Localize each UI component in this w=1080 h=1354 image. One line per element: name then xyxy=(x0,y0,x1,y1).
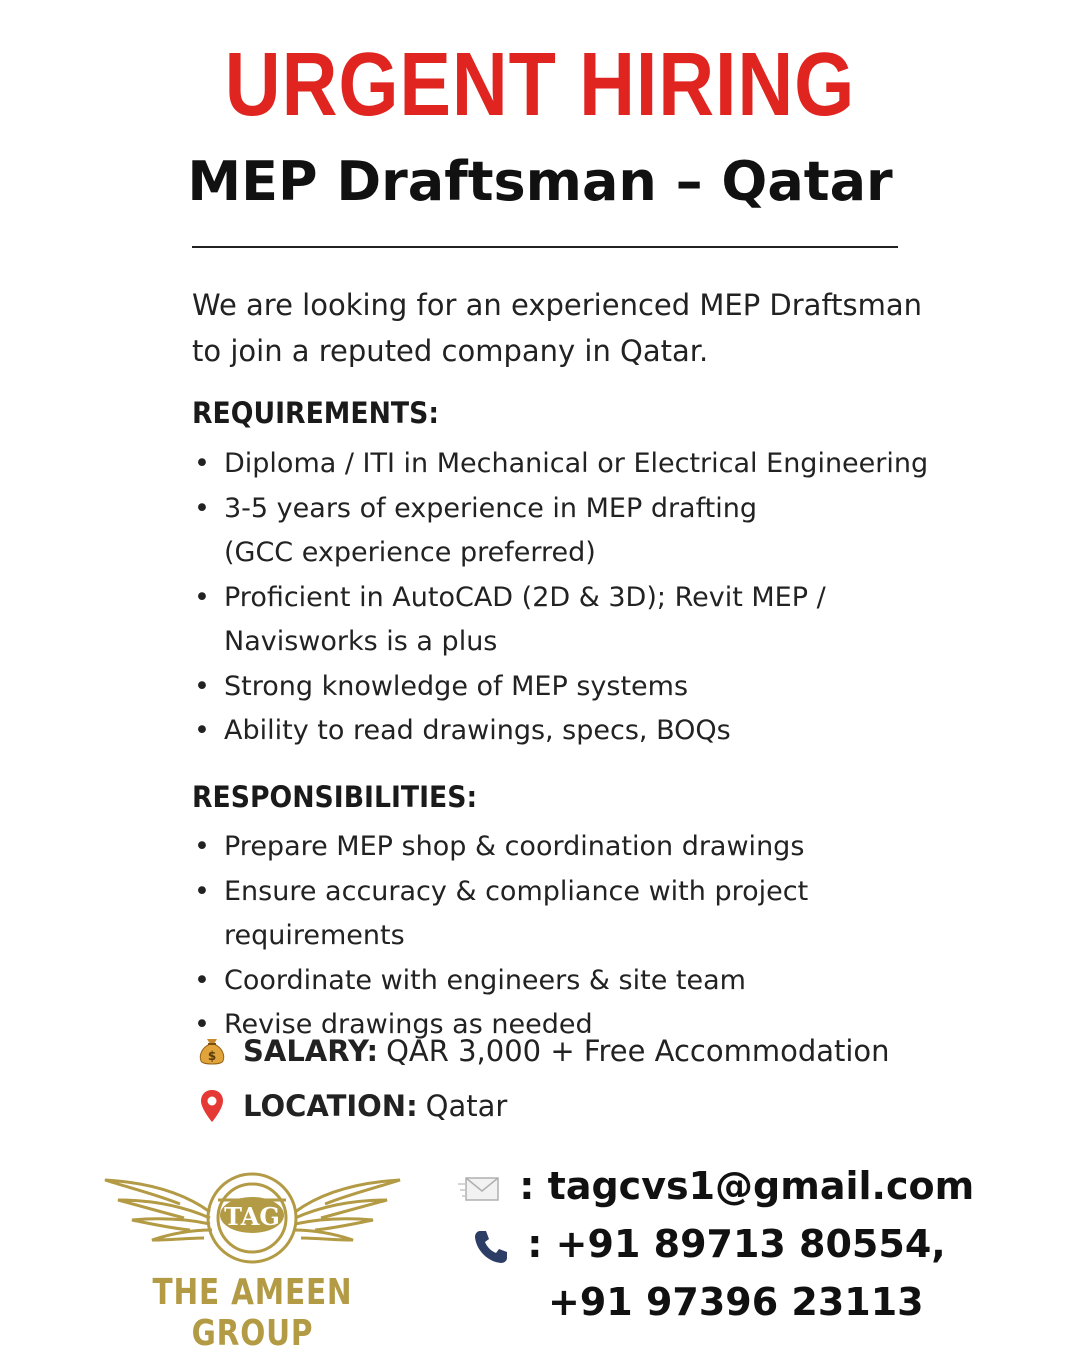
list-item-text: • 3-5 years of experience in MEP drafting xyxy=(224,492,757,524)
intro-line: We are looking for an experienced MEP Draftsman xyxy=(192,288,923,322)
list-item-text: • Revise drawings as needed xyxy=(224,1009,593,1040)
list-item-text: • Strong knowledge of MEP systems xyxy=(224,670,689,702)
headline: URGENT HIRING xyxy=(224,35,856,135)
list-item xyxy=(192,870,992,959)
responsibilities-title: RESPONSIBILITIES: xyxy=(192,780,478,814)
list-item xyxy=(192,442,992,487)
email-address[interactable]: tagcvs1@gmail.com xyxy=(547,1164,975,1208)
logo-emblem-text: TAG xyxy=(224,1202,280,1231)
list-item-text: • Proficient in AutoCAD (2D & 3D); Revit MEP / xyxy=(224,581,826,613)
list-item-text: Navisworks is a plus xyxy=(224,626,498,657)
divider xyxy=(192,246,898,248)
phone-line xyxy=(472,1222,946,1266)
email-line xyxy=(458,1164,974,1208)
list-item-text: • Coordinate with engineers & site team xyxy=(224,964,746,996)
intro-line: to join a reputed company in Qatar. xyxy=(192,334,709,368)
location-line xyxy=(195,1087,507,1125)
location-label: LOCATION: xyxy=(243,1089,418,1123)
salary-label: SALARY: xyxy=(243,1034,379,1068)
list-item xyxy=(192,825,992,870)
list-item-text: • Prepare MEP shop & coordination drawings xyxy=(224,831,805,862)
salary-value: QAR 3,000 + Free Accommodation xyxy=(386,1034,890,1068)
responsibilities-list xyxy=(192,825,992,1048)
list-item xyxy=(192,576,992,665)
email-icon xyxy=(458,1172,502,1206)
list-item-text: (GCC experience preferred) xyxy=(224,537,596,568)
requirements-title: REQUIREMENTS: xyxy=(192,396,440,430)
phone-line-2 xyxy=(548,1280,924,1324)
email-prefix: : xyxy=(519,1164,548,1208)
company-name: THE AMEEN GROUP xyxy=(152,1272,353,1354)
location-value: Qatar xyxy=(425,1089,508,1123)
list-item xyxy=(192,665,992,710)
phone-number[interactable]: +91 97396 23113 xyxy=(548,1280,924,1324)
list-item-text: • Diploma / ITI in Mechanical or Electrical Engineering xyxy=(224,448,929,479)
list-item xyxy=(192,709,992,754)
phone-number[interactable]: +91 89713 80554, xyxy=(555,1222,946,1266)
list-item-text: • Ensure accuracy & compliance with project requirements xyxy=(224,875,809,951)
salary-line xyxy=(195,1032,890,1070)
money-bag-icon xyxy=(195,1032,229,1070)
phone-prefix: : xyxy=(527,1222,556,1266)
list-item-text: • Ability to read drawings, specs, BOQs xyxy=(224,715,731,746)
svg-text:$: $ xyxy=(207,1049,217,1063)
job-title: MEP Draftsman – Qatar xyxy=(187,150,893,213)
list-item xyxy=(192,959,992,1004)
intro-paragraph xyxy=(192,282,992,374)
list-item xyxy=(192,487,992,576)
location-pin-icon xyxy=(195,1087,229,1125)
phone-icon xyxy=(472,1228,510,1266)
requirements-list xyxy=(192,442,992,754)
